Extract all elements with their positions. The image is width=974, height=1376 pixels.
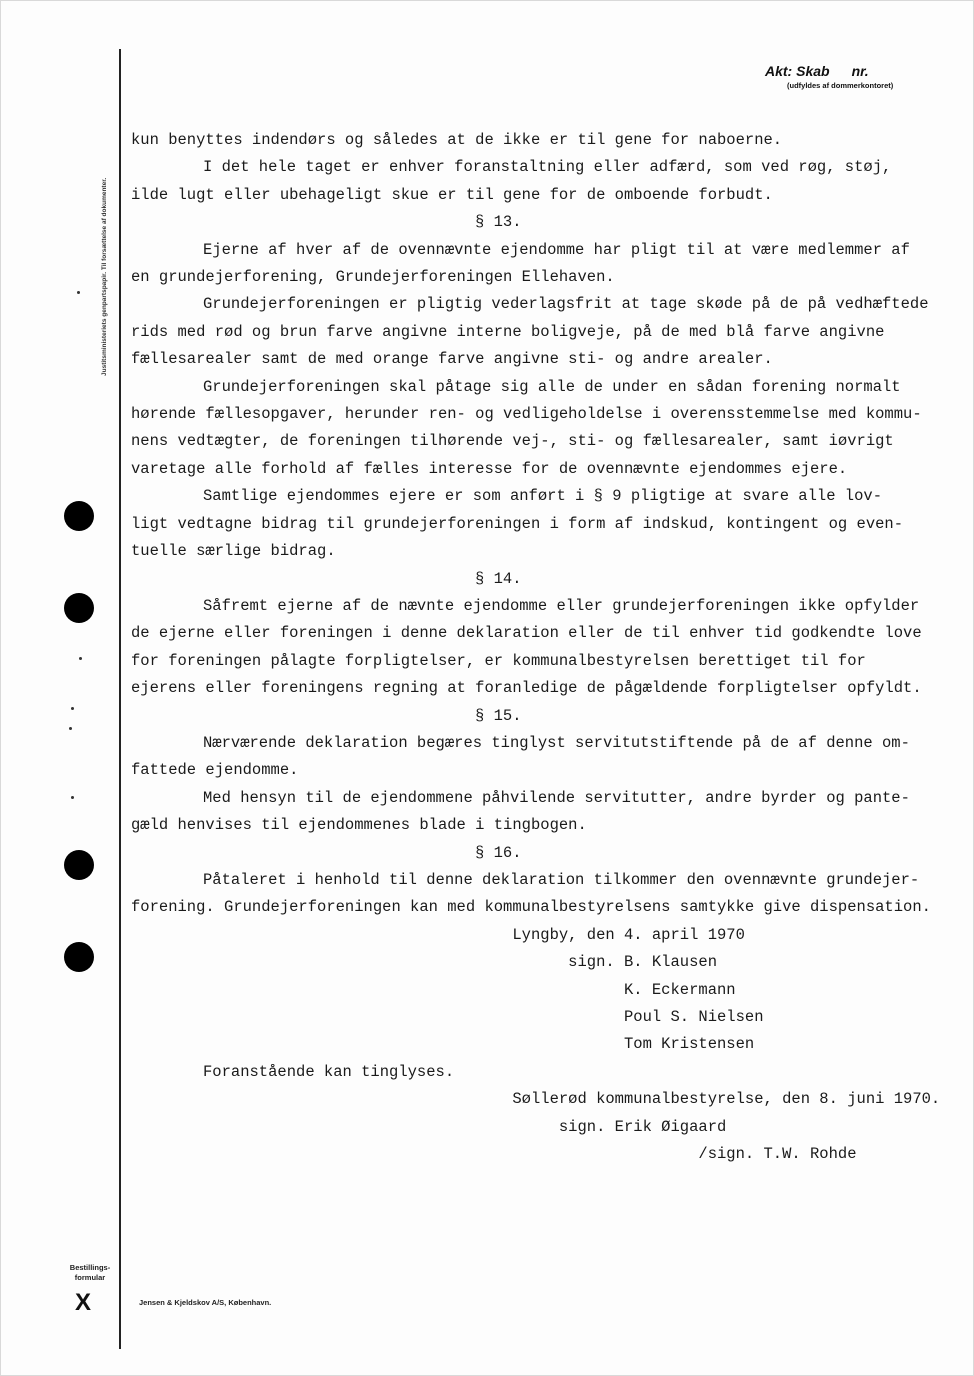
text-line: forening. Grundejerforeningen kan med kommunalbestyrelsens samtykke give dispensation. — [131, 898, 931, 917]
text-line: Nærværende deklaration begæres tinglyst servitutstiftende på de af denne om- — [203, 733, 910, 752]
text-line: rids med rød og brun farve angivne interne boligveje, på de med blå farve angivne — [131, 322, 885, 341]
section-heading: § 15. — [475, 706, 522, 725]
punch-hole — [64, 593, 94, 623]
margin-line — [119, 49, 121, 1349]
section-heading: § 16. — [475, 843, 522, 862]
side-margin-text: Justitsministeriets genpartspapir. Til forsættelse af dokumenter. — [101, 177, 108, 376]
text-line: ilde lugt eller ubehageligt skue er til gene for de omboende forbudt. — [131, 185, 773, 204]
text-line: Tom Kristensen — [131, 1035, 755, 1054]
text-line: kun benyttes indendørs og således at de ikke er til gene for naboerne. — [131, 131, 783, 149]
text-line: Grundejerforeningen skal påtage sig alle de under en sådan forening normalt — [203, 377, 901, 396]
akt-label: Akt: Skab — [765, 63, 830, 79]
text-line: en grundejerforening, Grundejerforeningen Ellehaven. — [131, 268, 615, 287]
text-line: de ejerne eller foreningen i denne deklaration eller de til enhver tid godkendte love — [131, 624, 922, 643]
text-line: gæld henvises til ejendommenes blade i tingbogen. — [131, 816, 587, 835]
akt-header — [765, 63, 869, 79]
text-line: Påtaleret i henhold til denne deklaration tilkommer den ovennævnte grundejer- — [203, 870, 920, 889]
x-mark: X — [75, 1289, 92, 1316]
text-line: fattede ejendomme. — [131, 761, 299, 780]
document-body — [131, 127, 941, 1168]
text-line: Såfremt ejerne af de nævnte ejendomme eller grundejerforeningen ikke opfylder — [203, 596, 920, 615]
text-line: Samtlige ejendommes ejere er som anført i § 9 pligtige at svare alle lov- — [203, 487, 883, 506]
bestillings-formular-label: Bestillings- formular — [69, 1263, 111, 1282]
text-line: varetage alle forhold af fælles interesse for de ovennævnte ejendommes ejere. — [131, 459, 848, 478]
text-line: Grundejerforeningen er pligtig vederlagsfrit at tage skøde på de på vedhæftede — [203, 295, 929, 314]
speck — [71, 707, 74, 710]
nr-label: nr. — [851, 63, 869, 79]
speck — [69, 727, 72, 730]
akt-subtitle: (udfyldes af dommerkontoret) — [787, 81, 894, 90]
text-line: Lyngby, den 4. april 1970 — [131, 925, 745, 944]
printer-imprint: Jensen & Kjeldskov A/S, København. — [139, 1298, 272, 1307]
text-line: for foreningen pålagte forpligtelser, er kommunalbestyrelsen berettiget til for — [131, 651, 866, 670]
text-line: tuelle særlige bidrag. — [131, 542, 336, 561]
section-heading: § 14. — [475, 569, 522, 588]
punch-hole — [64, 850, 94, 880]
text-line: Med hensyn til de ejendommene påhvilende servitutter, andre byrder og pante- — [203, 788, 910, 807]
text-line: /sign. T.W. Rohde — [131, 1145, 857, 1164]
text-line: sign. B. Klausen — [131, 953, 717, 972]
text-line: fællesarealer samt de med orange farve angivne sti- og andre arealer. — [131, 350, 773, 369]
section-heading: § 13. — [475, 213, 522, 232]
speck — [77, 291, 80, 294]
speck — [71, 796, 74, 799]
speck — [79, 657, 82, 660]
text-line: sign. Erik Øigaard — [131, 1117, 727, 1136]
text-line: hørende fællesopgaver, herunder ren- og vedligeholdelse i overensstemmelse med kommu- — [131, 405, 922, 424]
punch-hole — [64, 942, 94, 972]
text-line: Ejerne af hver af de ovennævnte ejendomme har pligt til at være medlemmer af — [203, 240, 910, 259]
text-line: I det hele taget er enhver foranstaltning eller adfærd, som ved røg, støj, — [203, 158, 892, 177]
text-line: ligt vedtagne bidrag til grundejerforeningen i form af indskud, kontingent og even- — [131, 514, 904, 533]
text-line: nens vedtægter, de foreningen tilhørende vej-, sti- og fællesarealer, samt iøvrigt — [131, 432, 894, 451]
text-line: ejerens eller foreningens regning at foranledige de pågældende forpligtelser opfyldt. — [131, 679, 922, 698]
text-line: Foranstående kan tinglyses. — [203, 1062, 455, 1081]
text-line: K. Eckermann — [131, 980, 736, 999]
punch-hole — [64, 501, 94, 531]
text-line: Poul S. Nielsen — [131, 1008, 764, 1026]
text-line: Søllerød kommunalbestyrelse, den 8. juni 1970. — [131, 1090, 941, 1109]
